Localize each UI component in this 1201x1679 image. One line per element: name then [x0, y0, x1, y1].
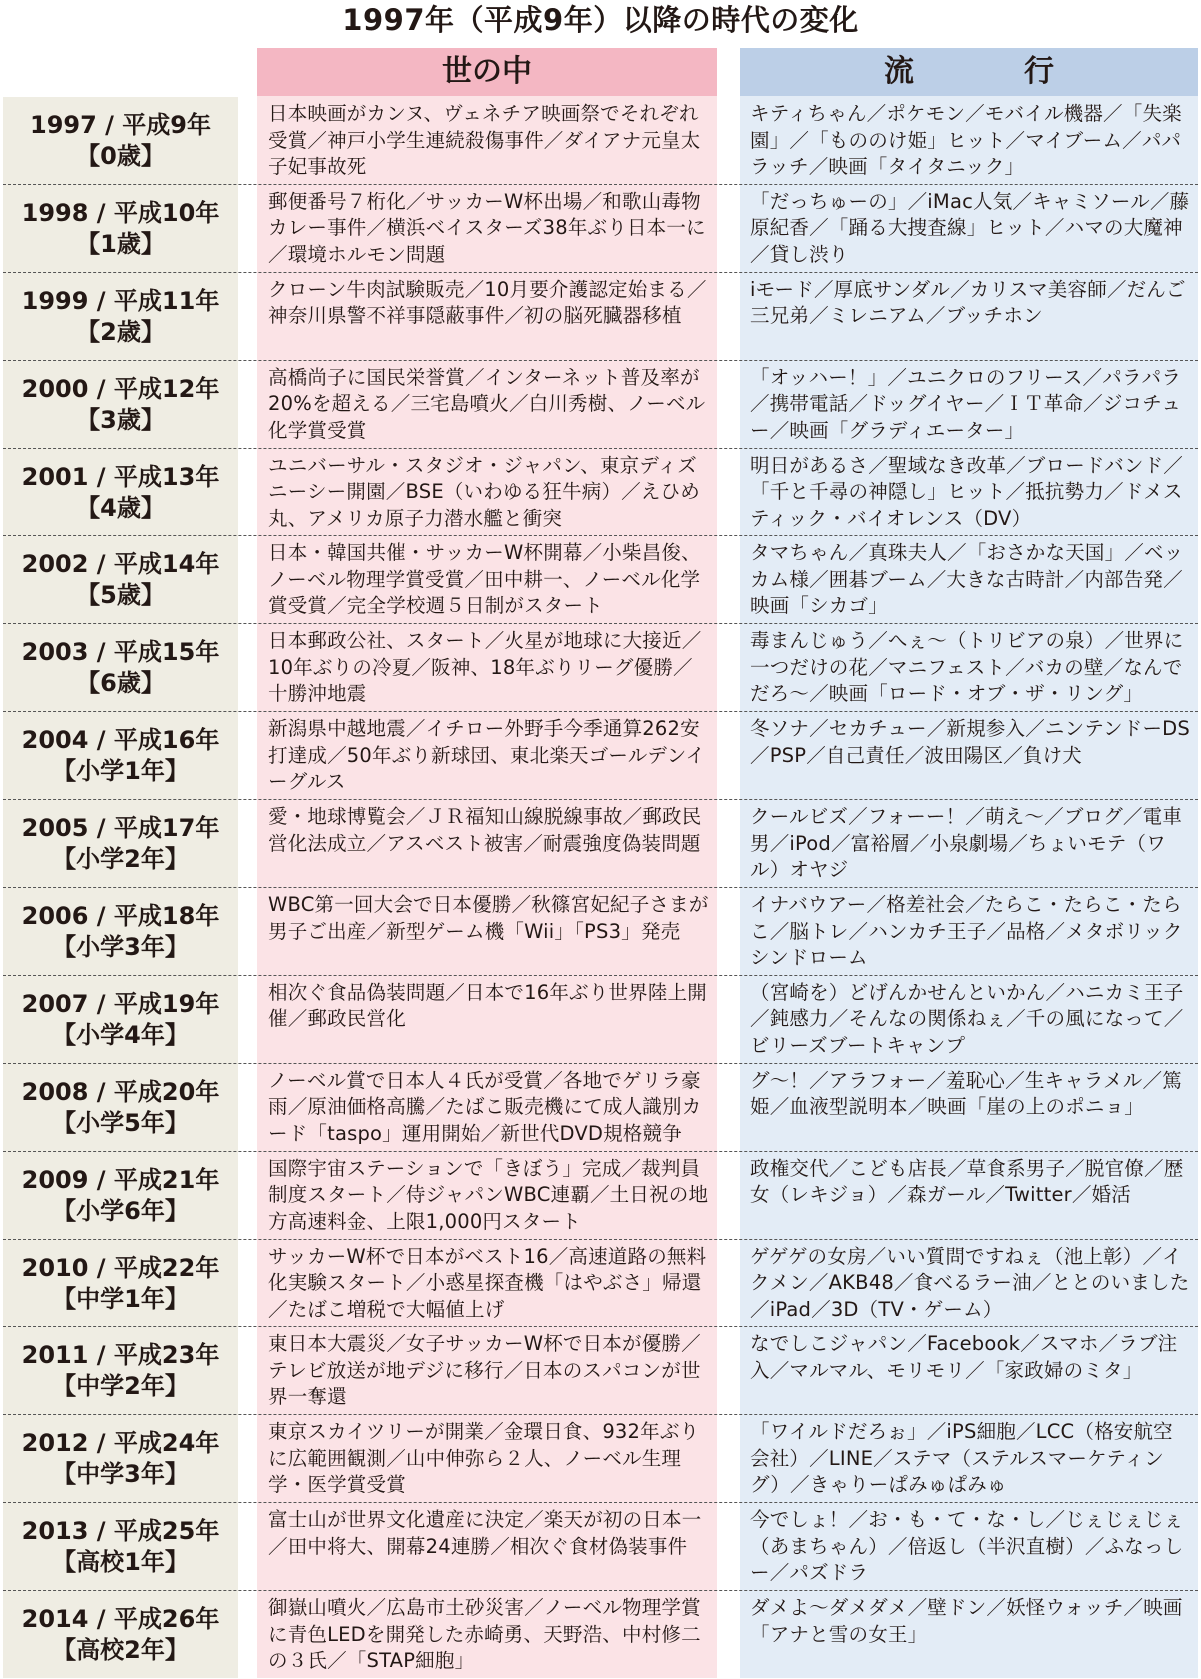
society-events-cell: 高橋尚子に国民栄誉賞／インターネット普及率が20%を超える／三宅島噴火／白川秀樹、ノーベル化学賞受賞: [268, 365, 706, 442]
table-row: [0, 1415, 1201, 1503]
year-label: 1998 / 平成10年: [21, 198, 220, 227]
year-cell: [3, 185, 238, 273]
year-cell: [3, 1591, 238, 1679]
table-row: [0, 1327, 1201, 1415]
trend-items-cell: 冬ソナ／セカチュー／新規参入／ニンテンドーDS／PSP／自己責任／波田陽区／負け犬: [750, 717, 1190, 767]
society-column-header: 世の中: [257, 48, 717, 96]
timeline-table: [0, 97, 1201, 1679]
table-row: [0, 273, 1201, 361]
trend-items-cell: ゲゲゲの女房／いい質問ですねぇ（池上彰）／イクメン／AKB48／食べるラー油／ととのいました／iPad／3D（TV・ゲーム）: [750, 1244, 1190, 1321]
age-label: 【0歳】: [76, 141, 165, 170]
trend-items-cell: （宮崎を）どげんかせんといかん／ハニカミ王子／鈍感力／そんなの関係ねぇ／千の風になって／ビリーズブートキャンプ: [750, 980, 1184, 1057]
society-events-cell: 東日本大震災／女子サッカーW杯で日本が優勝／テレビ放送が地デジに移行／日本のスパコンが世界一奪還: [268, 1332, 701, 1409]
society-events-cell: 富士山が世界文化遺産に決定／楽天が初の日本一／田中将大、開幕24連勝／相次ぐ食材偽装事件: [268, 1508, 702, 1558]
table-row: [0, 712, 1201, 800]
table-row: [0, 888, 1201, 976]
year-label: 2009 / 平成21年: [21, 1165, 220, 1194]
year-cell: [3, 712, 238, 800]
society-events-cell: 日本郵政公社、スタート／火星が地球に大接近／10年ぶりの冷夏／阪神、18年ぶりリーグ優勝／十勝沖地震: [268, 629, 702, 706]
table-row: [0, 1064, 1201, 1152]
table-row: [0, 449, 1201, 537]
year-cell: [3, 1415, 238, 1503]
age-label: 【中学2年】: [52, 1372, 189, 1401]
year-label: 1997 / 平成9年: [30, 110, 211, 139]
age-label: 【4歳】: [76, 493, 165, 522]
table-row: [0, 1503, 1201, 1591]
trend-items-cell: 「ワイルドだろぉ」／iPS細胞／LCC（格安航空会社）／LINE／ステマ（ステルスマーケティング）／きゃりーぱみゅぱみゅ: [750, 1420, 1173, 1497]
table-row: [0, 1240, 1201, 1328]
year-label: 2012 / 平成24年: [21, 1429, 220, 1458]
year-label: 2008 / 平成20年: [21, 1077, 220, 1106]
year-label: 2000 / 平成12年: [21, 374, 220, 403]
trend-items-cell: 「だっちゅーの」／iMac人気／キャミソール／藤原紀香／「踊る大捜査線」ヒット／ハマの大魔神／貸し渋り: [750, 189, 1190, 266]
society-events-cell: 相次ぐ食品偽装問題／日本で16年ぶり世界陸上開催／郵政民営化: [268, 980, 707, 1031]
trend-items-cell: ダメよ～ダメダメ／壁ドン／妖怪ウォッチ／映画「アナと雪の女王」: [750, 1596, 1183, 1646]
society-events-cell: 東京スカイツリーが開業／金環日食、932年ぶりに広範囲観測／山中伸弥ら２人、ノーベル生理学・医学賞受賞: [268, 1420, 700, 1497]
age-label: 【小学4年】: [52, 1020, 189, 1049]
society-events-cell: WBC第一回大会で日本優勝／秋篠宮妃紀子さまが男子ご出産／新型ゲーム機「Wii」「PS3」発売: [268, 893, 709, 943]
year-cell: [3, 976, 238, 1064]
year-cell: [3, 1503, 238, 1591]
year-label: 2001 / 平成13年: [21, 462, 220, 491]
year-label: 2003 / 平成15年: [21, 638, 220, 667]
table-row: [0, 1152, 1201, 1240]
trend-items-cell: 政権交代／こども店長／草食系男子／脱官僚／歴女（レキジョ）／森ガール／Twitter／婚活: [750, 1156, 1184, 1207]
society-events-cell: クローン牛肉試験販売／10月要介護認定始まる／神奈川県警不祥事隠蔽事件／初の脳死臓器移植: [268, 277, 707, 328]
age-label: 【1歳】: [76, 229, 165, 258]
table-row: [0, 976, 1201, 1064]
year-cell: [3, 273, 238, 361]
year-cell: [3, 888, 238, 976]
age-label: 【3歳】: [76, 405, 165, 434]
trend-items-cell: 毒まんじゅう／へぇ～（トリビアの泉）／世界に一つだけの花／マニフェスト／バカの壁／なんでだろ～／映画「ロード・オブ・ザ・リング」: [750, 629, 1184, 706]
table-row: [0, 536, 1201, 624]
age-label: 【小学5年】: [52, 1108, 189, 1137]
year-label: 2006 / 平成18年: [21, 901, 220, 930]
trend-items-cell: タマちゃん／真珠夫人／「おさかな天国」／ベッカム様／囲碁ブーム／大きな古時計／内部告発／映画「シカゴ」: [750, 541, 1184, 618]
trend-items-cell: なでしこジャパン／Facebook／スマホ／ラブ注入／マルマル、モリモリ／「家政婦のミタ」: [750, 1332, 1178, 1382]
age-label: 【小学1年】: [52, 757, 189, 786]
table-row: [0, 361, 1201, 449]
year-cell: [3, 624, 238, 712]
society-events-cell: 愛・地球博覧会／ＪＲ福知山線脱線事故／郵政民営化法成立／アスベスト被害／耐震強度偽装問題: [268, 805, 702, 855]
society-events-cell: ユニバーサル・スタジオ・ジャパン、東京ディズニーシー開園／BSE（いわゆる狂牛病）／えひめ丸、アメリカ原子力潜水艦と衝突: [268, 453, 700, 530]
page-title: 1997年（平成9年）以降の時代の変化: [342, 3, 859, 37]
table-row: [0, 97, 1201, 185]
year-label: 2014 / 平成26年: [21, 1605, 220, 1634]
age-label: 【2歳】: [76, 317, 165, 346]
year-label: 2004 / 平成16年: [21, 726, 220, 755]
year-label: 2011 / 平成23年: [21, 1341, 220, 1370]
trend-column-header: 流 行: [740, 48, 1198, 96]
year-cell: [3, 1240, 238, 1328]
society-events-cell: 新潟県中越地震／イチロー外野手今季通算262安打達成／50年ぶり新球団、東北楽天ゴールデンイーグルス: [268, 717, 706, 794]
age-label: 【高校1年】: [52, 1548, 189, 1577]
year-cell: [3, 1064, 238, 1152]
table-row: [0, 624, 1201, 712]
year-cell: [3, 97, 238, 185]
year-label: 2007 / 平成19年: [21, 989, 220, 1018]
age-label: 【中学1年】: [52, 1284, 189, 1313]
age-label: 【5歳】: [76, 581, 165, 610]
society-events-cell: 日本・韓国共催・サッカーW杯開幕／小柴昌俊、ノーベル物理学賞受賞／田中耕一、ノーベル化学賞受賞／完全学校週５日制がスタート: [268, 541, 701, 618]
trend-items-cell: 「オッハー！」／ユニクロのフリース／パラパラ／携帯電話／ドッグイヤー／ＩＴ革命／ジコチュー／映画「グラディエーター」: [750, 365, 1182, 442]
society-events-cell: 御嶽山噴火／広島市土砂災害／ノーベル物理学賞に青色LEDを開発した赤崎勇、天野浩、中村修二の３氏／「STAP細胞」: [268, 1596, 701, 1673]
year-label: 2002 / 平成14年: [21, 550, 220, 579]
society-events-cell: 郵便番号７桁化／サッカーW杯出場／和歌山毒物カレー事件／横浜ベイスターズ38年ぶり日本一に／環境ホルモン問題: [268, 189, 706, 266]
age-label: 【中学3年】: [52, 1460, 189, 1489]
table-row: [0, 800, 1201, 888]
age-label: 【小学3年】: [52, 932, 189, 961]
society-events-cell: 日本映画がカンヌ、ヴェネチア映画祭でそれぞれ受賞／神戸小学生連続殺傷事件／ダイアナ元皇太子妃事故死: [268, 102, 701, 178]
year-cell: [3, 1327, 238, 1415]
age-label: 【小学6年】: [52, 1196, 189, 1225]
year-cell: [3, 536, 238, 624]
society-events-cell: 国際宇宙ステーションで「きぼう」完成／裁判員制度スタート／侍ジャパンWBC連覇／土日祝の地方高速料金、上限1,000円スタート: [268, 1156, 709, 1233]
trend-items-cell: クールビズ／フォーー！／萌え～／ブログ／電車男／iPod／富裕層／小泉劇場／ちょいモテ（ワル）オヤジ: [750, 805, 1183, 882]
trend-items-cell: グ～！／アラフォー／羞恥心／生キャラメル／篤姫／血液型説明本／映画「崖の上のポニョ」: [750, 1068, 1182, 1119]
year-cell: [3, 800, 238, 888]
age-label: 【6歳】: [76, 669, 165, 698]
trend-items-cell: 今でしょ！／お・も・て・な・し／じぇじぇじぇ（あまちゃん）／倍返し（半沢直樹）／ふなっしー／パズドラ: [750, 1508, 1184, 1585]
society-events-cell: ノーベル賞で日本人４氏が受賞／各地でゲリラ豪雨／原油価格高騰／たばこ販売機にて成人識別カード「taspo」運用開始／新世代DVD規格競争: [268, 1068, 702, 1145]
year-cell: [3, 1152, 238, 1240]
society-events-cell: サッカーW杯で日本がベスト16／高速道路の無料化実験スタート／小惑星探査機「はやぶさ」帰還／たばこ増税で大幅値上げ: [268, 1244, 707, 1321]
trend-items-cell: 明日があるさ／聖域なき改革／ブロードバンド／「千と千尋の神隠し」ヒット／抵抗勢力／ドメスティック・バイオレンス（DV）: [750, 453, 1184, 530]
table-row: [0, 185, 1201, 273]
age-label: 【小学2年】: [52, 845, 189, 874]
year-label: 2010 / 平成22年: [21, 1253, 220, 1282]
trend-items-cell: キティちゃん／ポケモン／モバイル機器／「失楽園」／「もののけ姫」ヒット／マイブーム／パパラッチ／映画「タイタニック」: [750, 102, 1182, 178]
year-cell: [3, 361, 238, 449]
age-label: 【高校2年】: [52, 1636, 189, 1665]
year-cell: [3, 449, 238, 537]
year-label: 1999 / 平成11年: [21, 286, 220, 315]
year-label: 2005 / 平成17年: [21, 814, 220, 843]
trend-items-cell: イナバウアー／格差社会／たらこ・たらこ・たらこ／脳トレ／ハンカチ王子／品格／メタボリックシンドローム: [750, 893, 1183, 970]
year-label: 2013 / 平成25年: [21, 1517, 220, 1546]
table-row: [0, 1591, 1201, 1679]
trend-items-cell: iモード／厚底サンダル／カリスマ美容師／だんご三兄弟／ミレニアム／ブッチホン: [750, 277, 1186, 328]
